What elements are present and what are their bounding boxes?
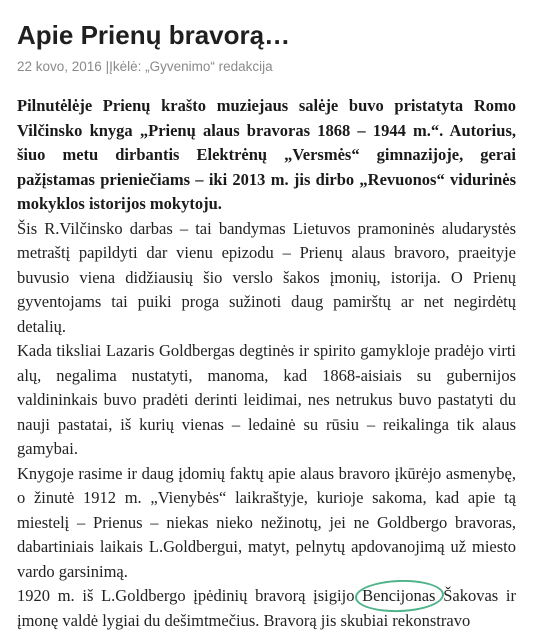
paragraph-text-before: 1920 m. iš L.Goldbergo įpėdinių bravorą įsigijo (17, 586, 363, 605)
article-title[interactable]: Apie Prienų bravorą… (17, 20, 291, 50)
article-lead: Pilnutėlėje Prienų krašto muziejaus salėje buvo pristatyta Romo Vilčinsko knyga „Prienų alaus bravoras 1868 – 1944 m.“. Autorius, šiuo metu dirbantis Elektrėnų „Versmės“ gimnazijoje, gerai pažįstamas prieniečiams – iki 2013 m. jis dirbo „Revuonos“ vidurinės mokyklos istorijos mokytoju. (17, 96, 516, 213)
article-paragraph: Šis R.Vilčinsko darbas – tai bandymas Lietuvos pramoninės aludarystės metraštį papildyti dar vienu epizodu – Prienų alaus bravoro, praeityje buvusio viena didžiausių šio verslo šakos įmonių, istorija. O Prienų gyventojams tai puiki proga sužinoti daug pamirštų ar net negirdėtų detalių. (17, 218, 516, 336)
article-paragraph: Kada tiksliai Lazaris Goldbergas degtinės ir spirito gamykloje pradėjo virti alų, negalima nustatyti, manoma, kad 1868-aisiais su gubernijos valdininkais buvo pradėti derinti leidimai, nes netrukus buvo pastatyti du nauji pastatai, iš kurių vienas – ledainė su rūsiu – reikalinga tik alaus gamybai. (17, 341, 516, 458)
article-meta: 22 kovo, 2016 |Įkėlė: „Gyvenimo“ redakcija (17, 59, 273, 74)
highlighted-name (362, 584, 435, 609)
article-paragraph-last (17, 584, 516, 633)
highlighted-name-text: Bencijonas (362, 586, 436, 605)
article-body (17, 94, 516, 633)
article-paragraph: Knygoje rasime ir daug įdomių faktų apie alaus bravoro įkūrėjo asmenybę, o žinutė 1912 m. „Vienybės“ laikraštyje, kurioje sakoma, kad apie tą miestelį – Prienus – niekas nieko nežinotų, jei ne Goldbergo bravoras, dabartiniais laikais L.Goldbergui, matyt, pelnytų apdovanojimą už miesto vardo garsinimą. (17, 463, 516, 581)
paragraph-text-after: Šakovas ir įmonę valdė lygiai du dešimtmečius. Bravorą jis skubiai rekonstravo (17, 586, 516, 630)
